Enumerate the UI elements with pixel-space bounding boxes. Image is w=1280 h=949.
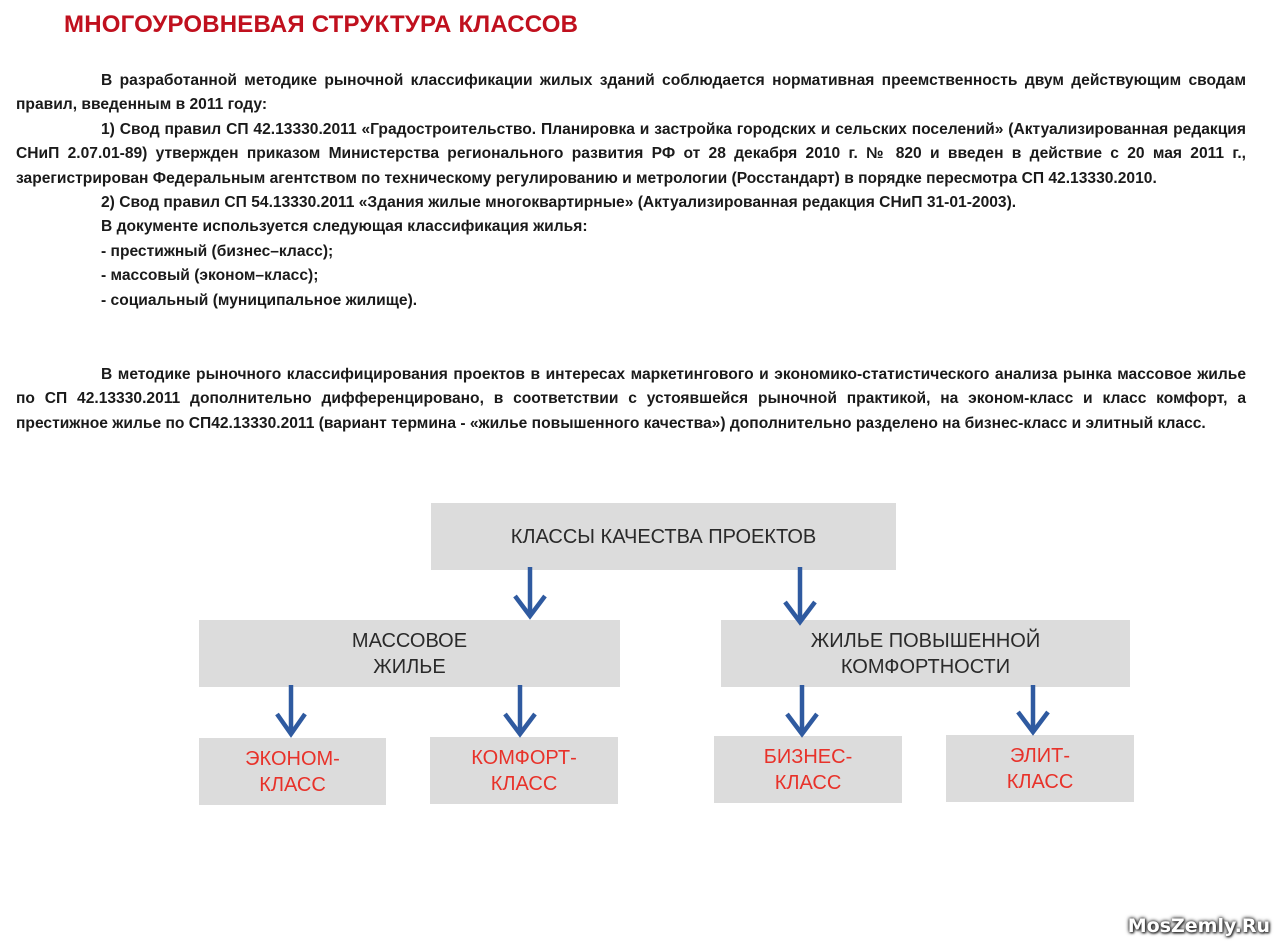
diagram-label-line: КЛАСС <box>1006 770 1074 793</box>
arrow-down-icon <box>505 685 535 734</box>
page-title: МНОГОУРОВНЕВАЯ СТРУКТУРА КЛАССОВ <box>64 11 579 38</box>
diagram-label-line: ЖИЛЬЕ ПОВЫШЕННОЙ <box>810 629 1041 652</box>
watermark: MosZemly.Ru <box>1127 915 1270 937</box>
paragraph-intro: В разработанной методике рыночной классификации жилых зданий соблюдается нормативная преемственность двум действующим сводам правил, введенным в 2011 году: <box>16 72 1246 114</box>
diagram-label-line: КЛАСС <box>259 773 326 796</box>
paragraph-classification: В документе используется следующая классификация жилья: <box>101 218 588 236</box>
arrow-down-icon <box>1018 685 1048 732</box>
diagram-label-line: КЛАСС <box>774 771 842 794</box>
arrow-down-icon <box>787 685 817 734</box>
list-item: - престижный (бизнес–класс); <box>101 242 334 260</box>
arrow-down-icon <box>277 685 305 734</box>
diagram-label-line: БИЗНЕС- <box>763 745 853 768</box>
paragraph-sp54: 2) Свод правил СП 54.13330.2011 «Здания жилые многоквартирные» (Актуализированная редакция СНиП 31-01-2003). <box>101 194 1017 212</box>
list-item: - массовый (эконом–класс); <box>101 267 319 285</box>
arrow-down-icon <box>515 567 545 616</box>
diagram-label-line: МАССОВОЕ <box>351 629 468 652</box>
list-item: - социальный (муниципальное жилище). <box>101 291 418 309</box>
diagram-root-label: КЛАССЫ КАЧЕСТВА ПРОЕКТОВ <box>510 525 817 548</box>
arrow-down-icon <box>785 567 815 622</box>
diagram-label-line: ЭЛИТ- <box>1009 744 1071 767</box>
diagram-label-line: КЛАСС <box>490 772 558 795</box>
paragraph-sp42: 1) Свод правил СП 42.13330.2011 «Градостроительство. Планировка и застройка городских и сельских поселений» (Актуализированная редакция СНиП 2.07.01-89) утвержден приказом Министерства регионального развития РФ от 28 декабря 2010 г. № 820 и введен в действие с 20 мая 2011 г., зарегистрирован Федеральным агентством по техническому регулированию и метрологии (Росстандарт) в порядке пересмотра СП 42.13330.2010. <box>16 120 1246 187</box>
diagram-label-line: ЭКОНОМ- <box>245 747 340 770</box>
diagram-label-line: КОМФОРТНОСТИ <box>840 655 1011 678</box>
diagram-label-line: ЖИЛЬЕ <box>373 655 446 678</box>
paragraph-methodology: В методике рыночного классифицирования проектов в интересах маркетингового и экономико-статистического анализа рынка массовое жилье по СП 42.13330.2011 дополнительно дифференцировано, в соответствии с устоявшейся рыночной практикой, на эконом-класс и класс комфорт, а престижное жилье по СП42.13330.2011 (вариант термина - «жилье повышенного качества») дополнительно разделено на бизнес-класс и элитный класс. <box>16 366 1246 432</box>
diagram-label-line: КОМФОРТ- <box>471 746 577 769</box>
